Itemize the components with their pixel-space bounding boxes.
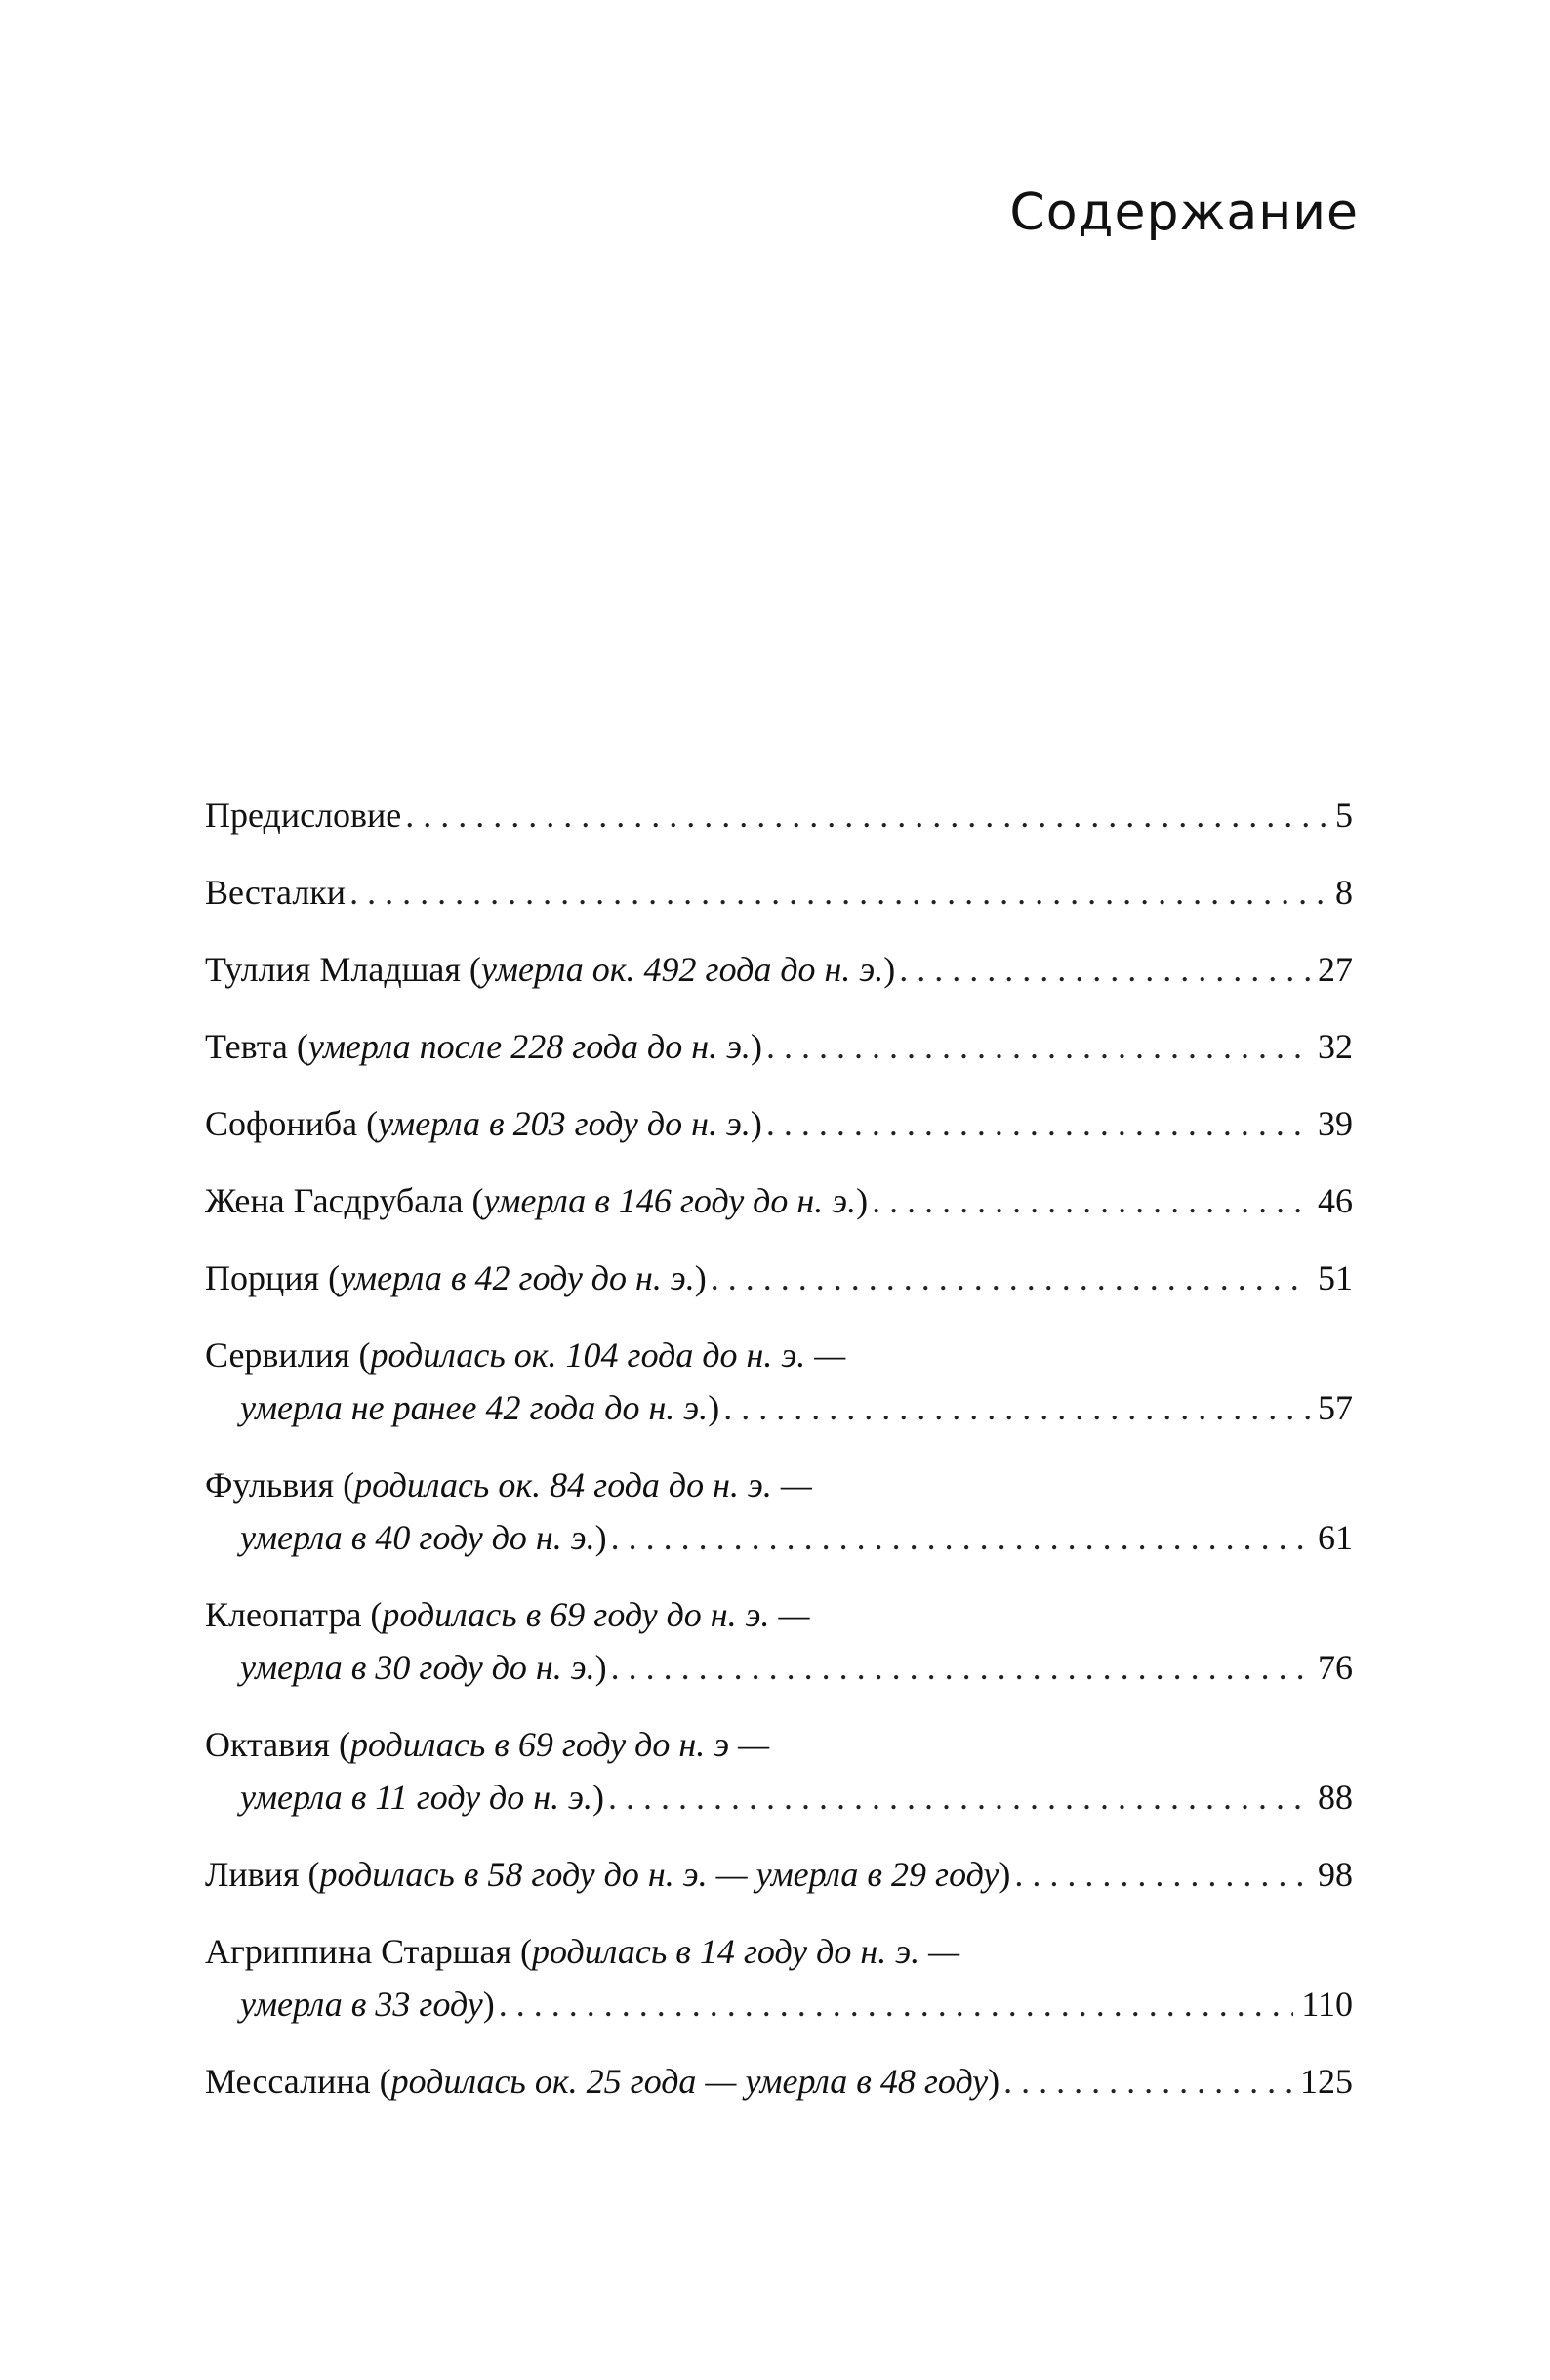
- toc-note-continued: умерла в 40 году до н. э.: [240, 1518, 595, 1557]
- toc-page-number: 57: [1318, 1388, 1353, 1427]
- toc-entry-fulvia[interactable]: Фульвия (родилась ок. 84 года до н. э. — умерла в 40 году до н. э.) . . . 61: [205, 1458, 1353, 1564]
- toc-title: Клеопатра: [205, 1595, 362, 1634]
- toc-title: Софониба: [205, 1104, 358, 1143]
- toc-entry-porcia[interactable]: Порция (умерла в 42 году до н. э.) . . . 51: [205, 1252, 1353, 1304]
- toc-page-number: 98: [1318, 1855, 1353, 1894]
- toc-page-number: 76: [1318, 1648, 1353, 1687]
- leader-dots: [405, 789, 1326, 841]
- toc-page-number: 32: [1318, 1027, 1353, 1066]
- toc-note: родилась ок. 104 года до н. э. —: [370, 1335, 846, 1375]
- toc-page-number: 125: [1300, 2062, 1353, 2101]
- toc-page-number: 8: [1335, 873, 1353, 912]
- toc-page-number: 27: [1318, 950, 1353, 989]
- toc-note: родилась в 69 году до н. э —: [350, 1725, 770, 1764]
- toc-title: Тевта: [205, 1027, 288, 1066]
- toc-entry-servilia[interactable]: Сервилия (родилась ок. 104 года до н. э. — умерла не ранее 42 года до н. э.) . . . 57: [205, 1329, 1353, 1434]
- leader-dots: [608, 1771, 1310, 1824]
- leader-dots: [1003, 2055, 1292, 2108]
- toc-note-continued: умерла в 11 году до н. э.: [240, 1778, 592, 1817]
- toc-note-continued: умерла не ранее 42 года до н. э.: [240, 1388, 709, 1427]
- toc-note-continued: умерла в 33 году: [240, 1985, 483, 2024]
- toc-title: Весталки: [205, 873, 347, 912]
- toc-note: родилась ок. 25 года — умерла в 48 году: [390, 2062, 989, 2101]
- leader-dots: [499, 1978, 1294, 2031]
- toc-title: Жена Гасдрубала: [205, 1181, 464, 1220]
- leader-dots: [766, 1097, 1310, 1150]
- toc-note: родилась в 14 году до н. э. —: [532, 1932, 960, 1971]
- toc-entry-teuta[interactable]: Тевта (умерла после 228 года до н. э.) . . . 32: [205, 1020, 1353, 1073]
- toc-entry-octavia[interactable]: Октавия (родилась в 69 году до н. э — умерла в 11 году до н. э.) . . . 88: [205, 1718, 1353, 1824]
- toc-note: родилась в 58 году до н. э. — умерла в 29 году: [319, 1855, 999, 1894]
- toc-note: умерла после 228 года до н. э.: [307, 1027, 751, 1066]
- toc-title: Предисловие: [205, 796, 402, 835]
- toc-note: умерла ок. 492 года до н. э.: [480, 950, 884, 989]
- leader-dots: [766, 1020, 1310, 1073]
- leader-dots: [872, 1174, 1310, 1227]
- toc-title: Агриппина Старшая: [205, 1932, 512, 1971]
- toc-title: Порция: [205, 1258, 320, 1297]
- leader-dots: [349, 866, 1326, 919]
- toc-page-number: 110: [1301, 1985, 1353, 2024]
- toc-page-number: 5: [1335, 796, 1353, 835]
- toc-title: Мессалина: [205, 2062, 371, 2101]
- toc-title: Туллия Младшая: [205, 950, 461, 989]
- toc-note: родилась в 69 году до н. э. —: [382, 1595, 810, 1634]
- toc-note: умерла в 146 году до н. э.: [483, 1181, 857, 1220]
- toc-entry-vestals[interactable]: [205, 866, 1353, 919]
- toc-title: Фульвия: [205, 1465, 335, 1504]
- leader-dots: [711, 1252, 1310, 1304]
- toc-page-number: 88: [1318, 1778, 1353, 1817]
- leader-dots: [1014, 1848, 1310, 1901]
- leader-dots: [611, 1511, 1310, 1564]
- toc-note: умерла в 42 году до н. э.: [340, 1258, 695, 1297]
- toc-title: Сервилия: [205, 1335, 350, 1375]
- toc-page-number: 61: [1318, 1518, 1353, 1557]
- toc-entry-messalina[interactable]: Мессалина (родилась ок. 25 года — умерла в 48 году) . . . 125: [205, 2055, 1353, 2108]
- toc-entry-agrippina[interactable]: Агриппина Старшая (родилась в 14 году до н. э. — умерла в 33 году) . . . 110: [205, 1925, 1353, 2031]
- toc-page-number: 51: [1318, 1258, 1353, 1297]
- leader-dots: [723, 1381, 1310, 1434]
- toc-title: Октавия: [205, 1725, 330, 1764]
- toc-page-number: 39: [1318, 1104, 1353, 1143]
- toc-entry-livia[interactable]: Ливия (родилась в 58 году до н. э. — умерла в 29 году) . . . 98: [205, 1848, 1353, 1901]
- toc-entry-cleopatra[interactable]: Клеопатра (родилась в 69 году до н. э. — умерла в 30 году до н. э.) . . . 76: [205, 1588, 1353, 1694]
- toc-entry-tullia[interactable]: Туллия Младшая (умерла ок. 492 года до н. э.) . . . 27: [205, 943, 1353, 996]
- page-title: Содержание: [1009, 184, 1359, 242]
- toc-entry-preface[interactable]: [205, 789, 1353, 841]
- table-of-contents: [205, 789, 1353, 2132]
- toc-entry-hasdrubal-wife[interactable]: Жена Гасдрубала (умерла в 146 году до н. э.) . . . 46: [205, 1174, 1353, 1227]
- toc-note-continued: умерла в 30 году до н. э.: [240, 1648, 595, 1687]
- leader-dots: [611, 1641, 1310, 1694]
- toc-title: Ливия: [205, 1855, 300, 1894]
- toc-note: родилась ок. 84 года до н. э. —: [354, 1465, 812, 1504]
- toc-entry-sophonisba[interactable]: Софониба (умерла в 203 году до н. э.) . . . 39: [205, 1097, 1353, 1150]
- toc-page-number: 46: [1318, 1181, 1353, 1220]
- leader-dots: [899, 943, 1310, 996]
- toc-note: умерла в 203 году до н. э.: [378, 1104, 751, 1143]
